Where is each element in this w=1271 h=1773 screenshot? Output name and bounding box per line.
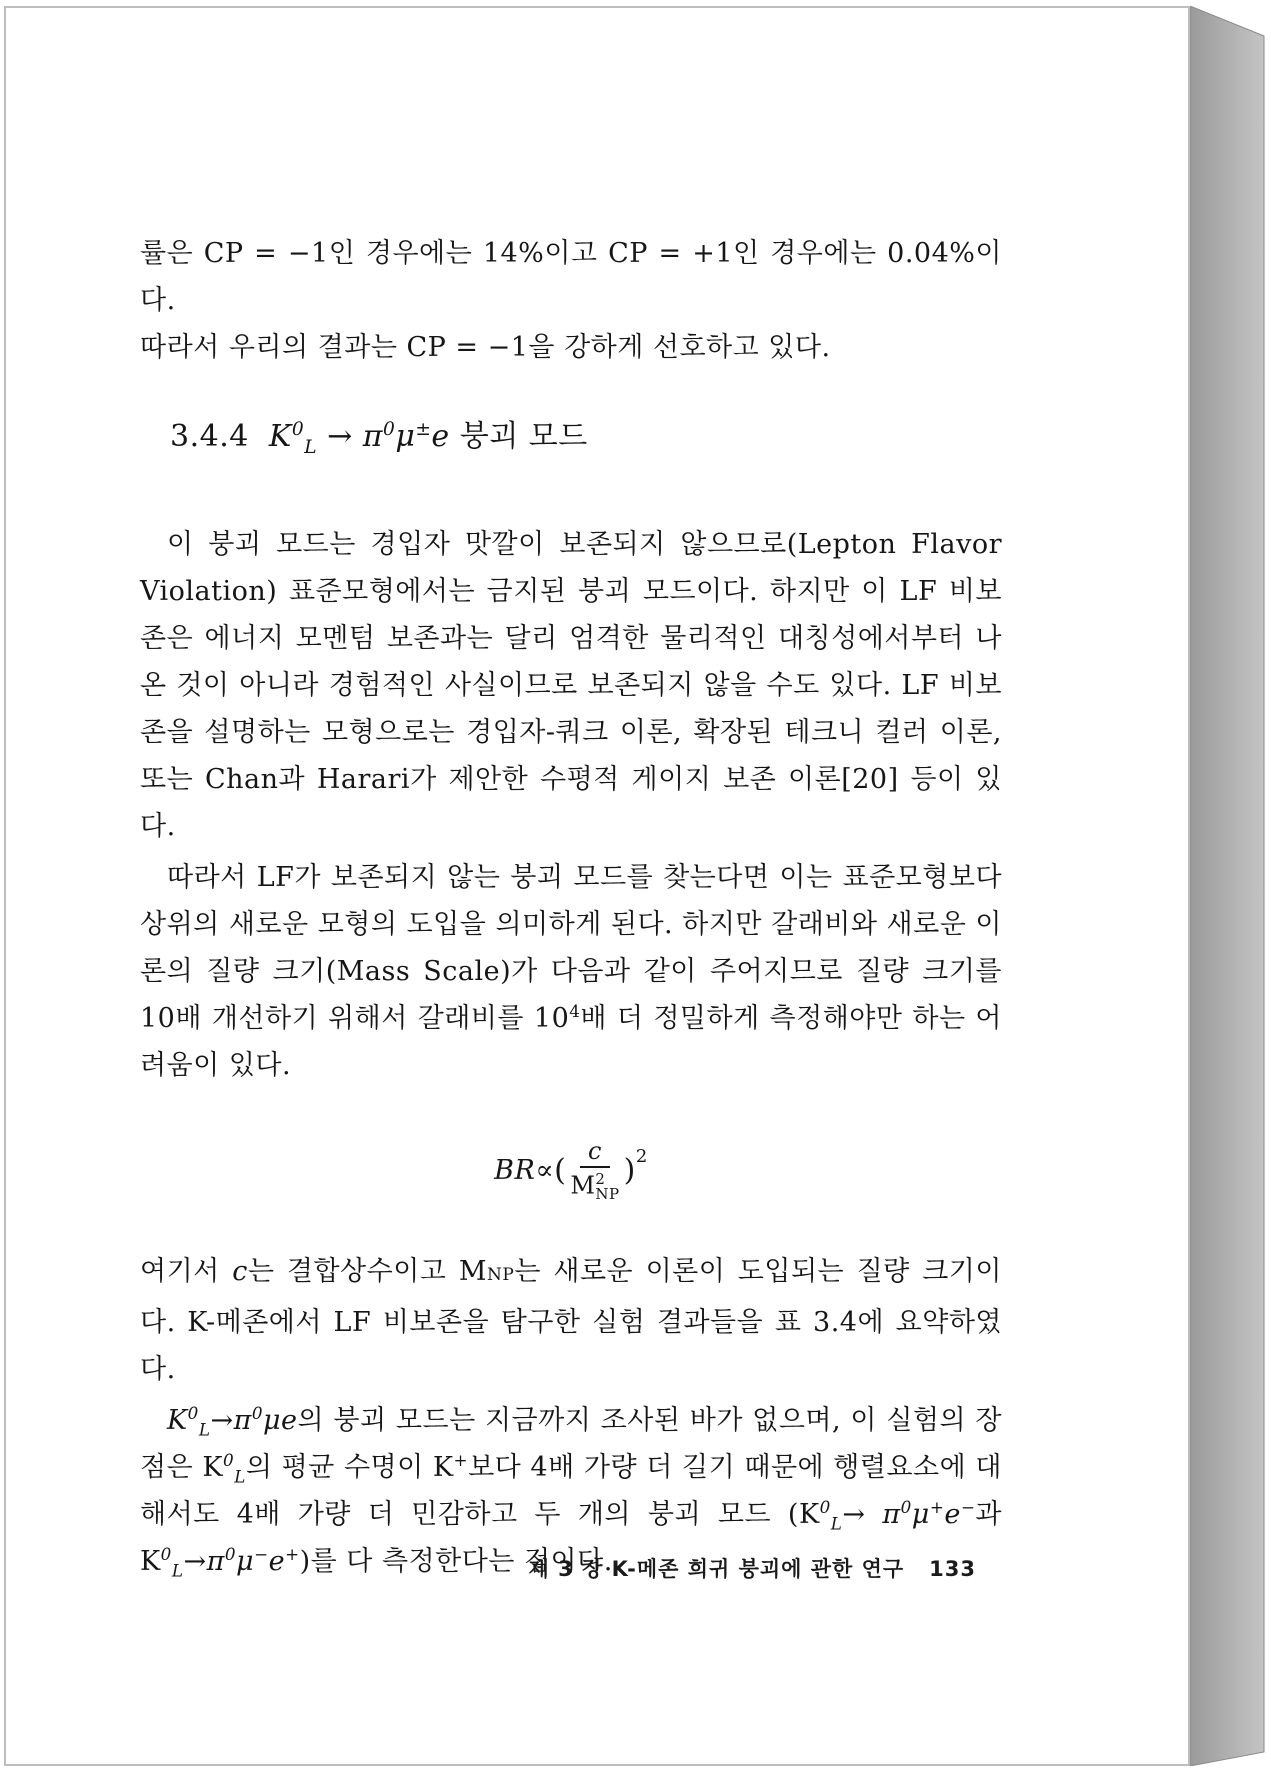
paragraph-3: 따라서 LF가 보존되지 않는 붕괴 모드를 찾는다면 이는 표준모형보다 상위의 새로운 모형의 도입을 의미하게 된다. 하지만 갈래비와 새로운 이론의 질량 크기(Mass Scale)가 다음과 같이 주어지므로 질량 크기를 10배 개선하기 위해서 갈래비를 $10^4$배 더 정밀하게 측정해야만 하는 어려움이 있다. — [140, 862, 1002, 1081]
formula-denominator: M 2 NP — [570, 1170, 620, 1203]
page-number: 133 — [929, 1557, 976, 1581]
paragraph-5: $K^0_L\to\pi^0\mu e$의 붕괴 모드는 지금까지 조사된 바가 없으며, 이 실험의 장점은 $K^0_L$의 평균 수명이 K+보다 4배 가량 더 길기 때문에 행렬요소에 대해서도 4배 가량 더 민감하고 두 개의 붕괴 모드 ($K^0_L\to \pi^0\mu^+e^-$과 $K^0_L\to\pi^0\mu^-e^+$)를 다 측정한다는 점이다. — [140, 1403, 1002, 1581]
formula-lhs: BR∝ — [494, 1155, 555, 1186]
paragraph-4: 여기서 c는 결합상수이고 MNP는 새로운 이론이 도입되는 질량 크기이다. K-메존에서 LF 비보존을 탐구한 실험 결과들을 표 3.4에 요약하였다. — [140, 1256, 1002, 1385]
paragraph-2: 이 붕괴 모드는 경입자 맛깔이 보존되지 않으므로(Lepton Flavor Violation) 표준모형에서는 금지된 붕괴 모드이다. 하지만 이 LF 비보존은 에너지 모멘텀 보존과는 달리 엄격한 물리적인 대칭성에서부터 나온 것이 아니라 경험적인 사실이므로 보존되지 않을 수도 있다. LF 비보존을 설명하는 모형으로는 경입자-쿼크 이론, 확장된 테크니 컬러 이론, 또는 Chan과 Harari가 제안한 수평적 게이지 보존 이론[20] 등이 있다. — [140, 529, 1002, 842]
formula-numerator: c — [580, 1139, 610, 1168]
branching-ratio-formula: BR∝ ( c M 2 NP ) $^2$ — [494, 1137, 648, 1203]
book-page — [4, 6, 1190, 1766]
section-heading — [170, 411, 1002, 463]
page-footer — [506, 1553, 976, 1583]
paragraph-1-line-1: 률은 CP = −1인 경우에는 14%이고 CP = +1인 경우에는 0.04%이다. — [140, 238, 1002, 316]
book-page-edge — [1190, 6, 1268, 1766]
section-decay-formula: $K^0_L \to \pi^0\mu^\pm e$ — [268, 419, 450, 458]
exponent: 4 — [569, 1001, 581, 1021]
paragraph-1-line-2: 따라서 우리의 결과는 CP = −1을 강하게 선호하고 있다. — [140, 332, 831, 363]
formula-fraction — [570, 1139, 619, 1202]
page-content — [140, 230, 1002, 1585]
section-title: 붕괴 모드 — [459, 419, 588, 454]
section-number: 3.4.4 — [170, 419, 249, 454]
chapter-title: 제 3 장 K-메존 희귀 붕괴에 관한 연구 — [528, 1557, 905, 1581]
